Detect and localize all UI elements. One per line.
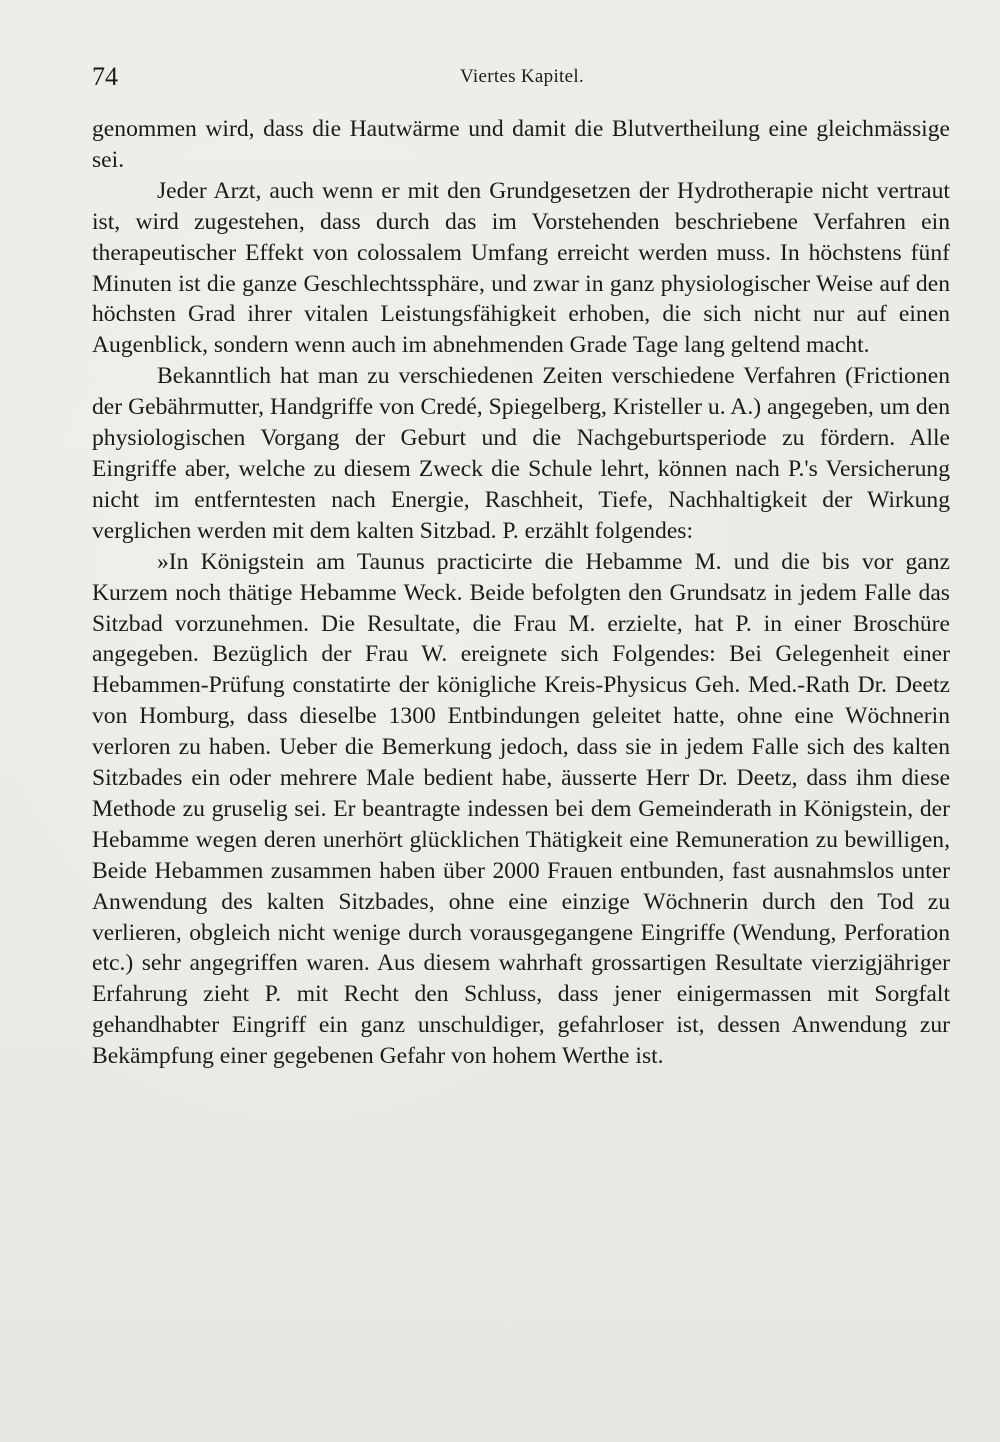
body-text bbox=[92, 114, 950, 1072]
page-number: 74 bbox=[92, 62, 118, 91]
running-head: Viertes Kapitel. bbox=[460, 66, 584, 87]
paragraph-quotation: »In Königstein am Taunus practicirte die Hebamme M. und die bis vor ganz Kurzem noch thätige Hebamme Weck. Beide befolgten den Grundsatz in jedem Falle das Sitzbad vorzunehmen. Die Resultate, die Frau M. erzielte, hat P. in einer Broschüre angegeben. Bezüglich der Frau W. ereignete sich Folgendes: Bei Gelegenheit einer Hebammen-Prüfung constatirte der königliche Kreis-Physicus Geh. Med.-Rath Dr. Deetz von Homburg, dass dieselbe 1300 Entbindungen geleitet hatte, ohne eine Wöchnerin verloren zu haben. Ueber die Bemerkung jedoch, dass sie in jedem Falle sich des kalten Sitzbades ein oder mehrere Male bedient habe, äusserte Herr Dr. Deetz, dass ihm diese Methode zu gruselig sei. Er beantragte indessen bei dem Gemeinderath in Königstein, der Hebamme wegen deren unerhört glücklichen Thätigkeit eine Remuneration zu bewilligen, Beide Hebammen zusammen haben über 2000 Frauen entbunden, fast ausnahmslos unter Anwendung des kalten Sitzbades, ohne eine einzige Wöchnerin durch den Tod zu verlieren, obgleich nicht wenige durch vorausgegangene Eingriffe (Wendung, Perforation etc.) sehr angegriffen waren. Aus diesem wahrhaft grossartigen Resultate vierzigjähriger Erfahrung zieht P. mit Recht den Schluss, dass jener einigermassen mit Sorgfalt gehandhabter Eingriff ein ganz unschuldiger, gefahrloser ist, dessen Anwendung zur Bekämpfung einer gegebenen Gefahr von hohem Werthe ist. bbox=[92, 548, 950, 1070]
paragraph: Jeder Arzt, auch wenn er mit den Grundgesetzen der Hydrotherapie nicht vertraut ist, wird zugestehen, dass durch das im Vorstehenden beschriebene Verfahren ein therapeutischer Effekt von colossalem Umfang erreicht werden muss. In höchstens fünf Minuten ist die ganze Geschlechtssphäre, und zwar in ganz physiologischer Weise auf den höchsten Grad ihrer vitalen Leistungsfähigkeit erhoben, die sich nicht nur auf einen Augenblick, sondern wenn auch im abnehmenden Grade Tage lang geltend macht. bbox=[92, 177, 950, 359]
paragraph-continued: genommen wird, dass die Hautwärme und damit die Blutvertheilung eine gleichmässige sei. bbox=[92, 116, 950, 173]
paragraph: Bekanntlich hat man zu verschiedenen Zeiten verschiedene Verfahren (Frictionen der Gebährmutter, Handgriffe von Credé, Spiegelberg, Kristeller u. A.) angegeben, um den physiologischen Vorgang der Geburt und die Nachgeburtsperiode zu fördern. Alle Eingriffe aber, welche zu diesem Zweck die Schule lehrt, können nach P.'s Versicherung nicht im entferntesten nach Energie, Raschheit, Tiefe, Nachhaltigkeit der Wirkung verglichen werden mit dem kalten Sitzbad. P. erzählt folgendes: bbox=[92, 363, 950, 544]
page-header bbox=[92, 60, 952, 100]
